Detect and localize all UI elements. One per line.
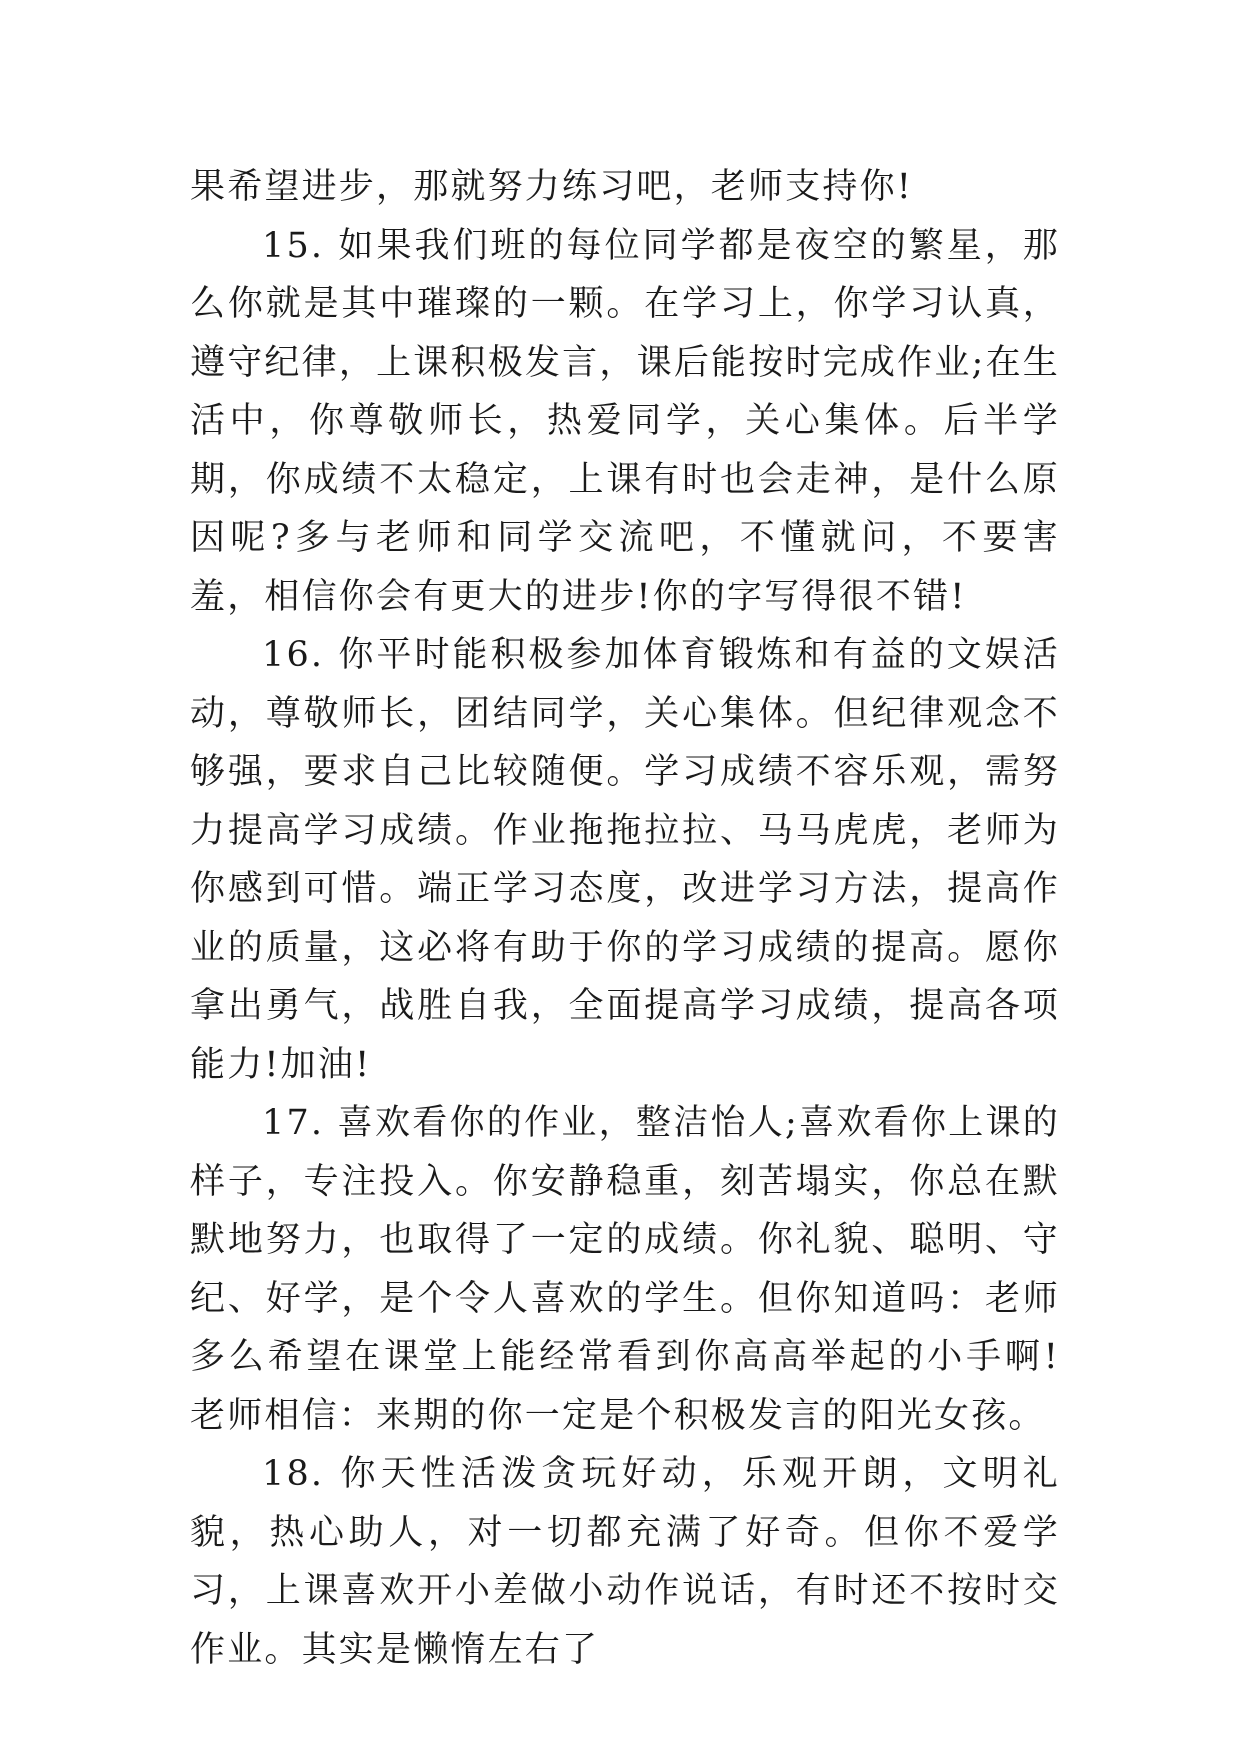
- paragraph-text: 如果我们班的每位同学都是夜空的繁星，那么你就是其中璀璨的一颗。在学习上，你学习认真，遵守纪律，上课积极发言，课后能按时完成作业;在生活中，你尊敬师长，热爱同学，关心集体。后半学期，你成绩不太稳定，上课有时也会走神，是什么原因呢?多与老师和同学交流吧，不懂就问，不要害羞，相信你会有更大的进步!你的字写得很不错!: [190, 225, 1060, 617]
- paragraph-18: [190, 1445, 1060, 1679]
- paragraph-text: 你天性活泼贪玩好动，乐观开朗，文明礼貌，热心助人，对一切都充满了好奇。但你不爱学习，上课喜欢开小差做小动作说话，有时还不按时交作业。其实是懒惰左右了: [190, 1454, 1060, 1670]
- paragraph-number: 15.: [262, 225, 325, 266]
- document-body: [190, 158, 1060, 1679]
- paragraph-number: 17.: [262, 1103, 325, 1143]
- paragraph-17: [190, 1094, 1060, 1445]
- paragraph-16: [190, 626, 1060, 1094]
- paragraph-text: 果希望进步，那就努力练习吧，老师支持你!: [190, 167, 914, 207]
- paragraph-15: [190, 217, 1060, 627]
- paragraph-number: 18.: [262, 1454, 325, 1494]
- paragraph-number: 16.: [262, 635, 325, 675]
- paragraph-text: 喜欢看你的作业，整洁怡人;喜欢看你上课的样子，专注投入。你安静稳重，刻苦塌实，你总在默默地努力，也取得了一定的成绩。你礼貌、聪明、守纪、好学，是个令人喜欢的学生。但你知道吗：老师多么希望在课堂上能经常看到你高高举起的小手啊!老师相信：来期的你一定是个积极发言的阳光女孩。: [190, 1103, 1060, 1436]
- paragraph-text: 你平时能积极参加体育锻炼和有益的文娱活动，尊敬师长，团结同学，关心集体。但纪律观念不够强，要求自己比较随便。学习成绩不容乐观，需努力提高学习成绩。作业拖拖拉拉、马马虎虎，老师为你感到可惜。端正学习态度，改进学习方法，提高作业的质量，这必将有助于你的学习成绩的提高。愿你拿出勇气，战胜自我，全面提高学习成绩，提高各项能力!加油!: [190, 635, 1060, 1085]
- paragraph-continued: [190, 158, 1060, 217]
